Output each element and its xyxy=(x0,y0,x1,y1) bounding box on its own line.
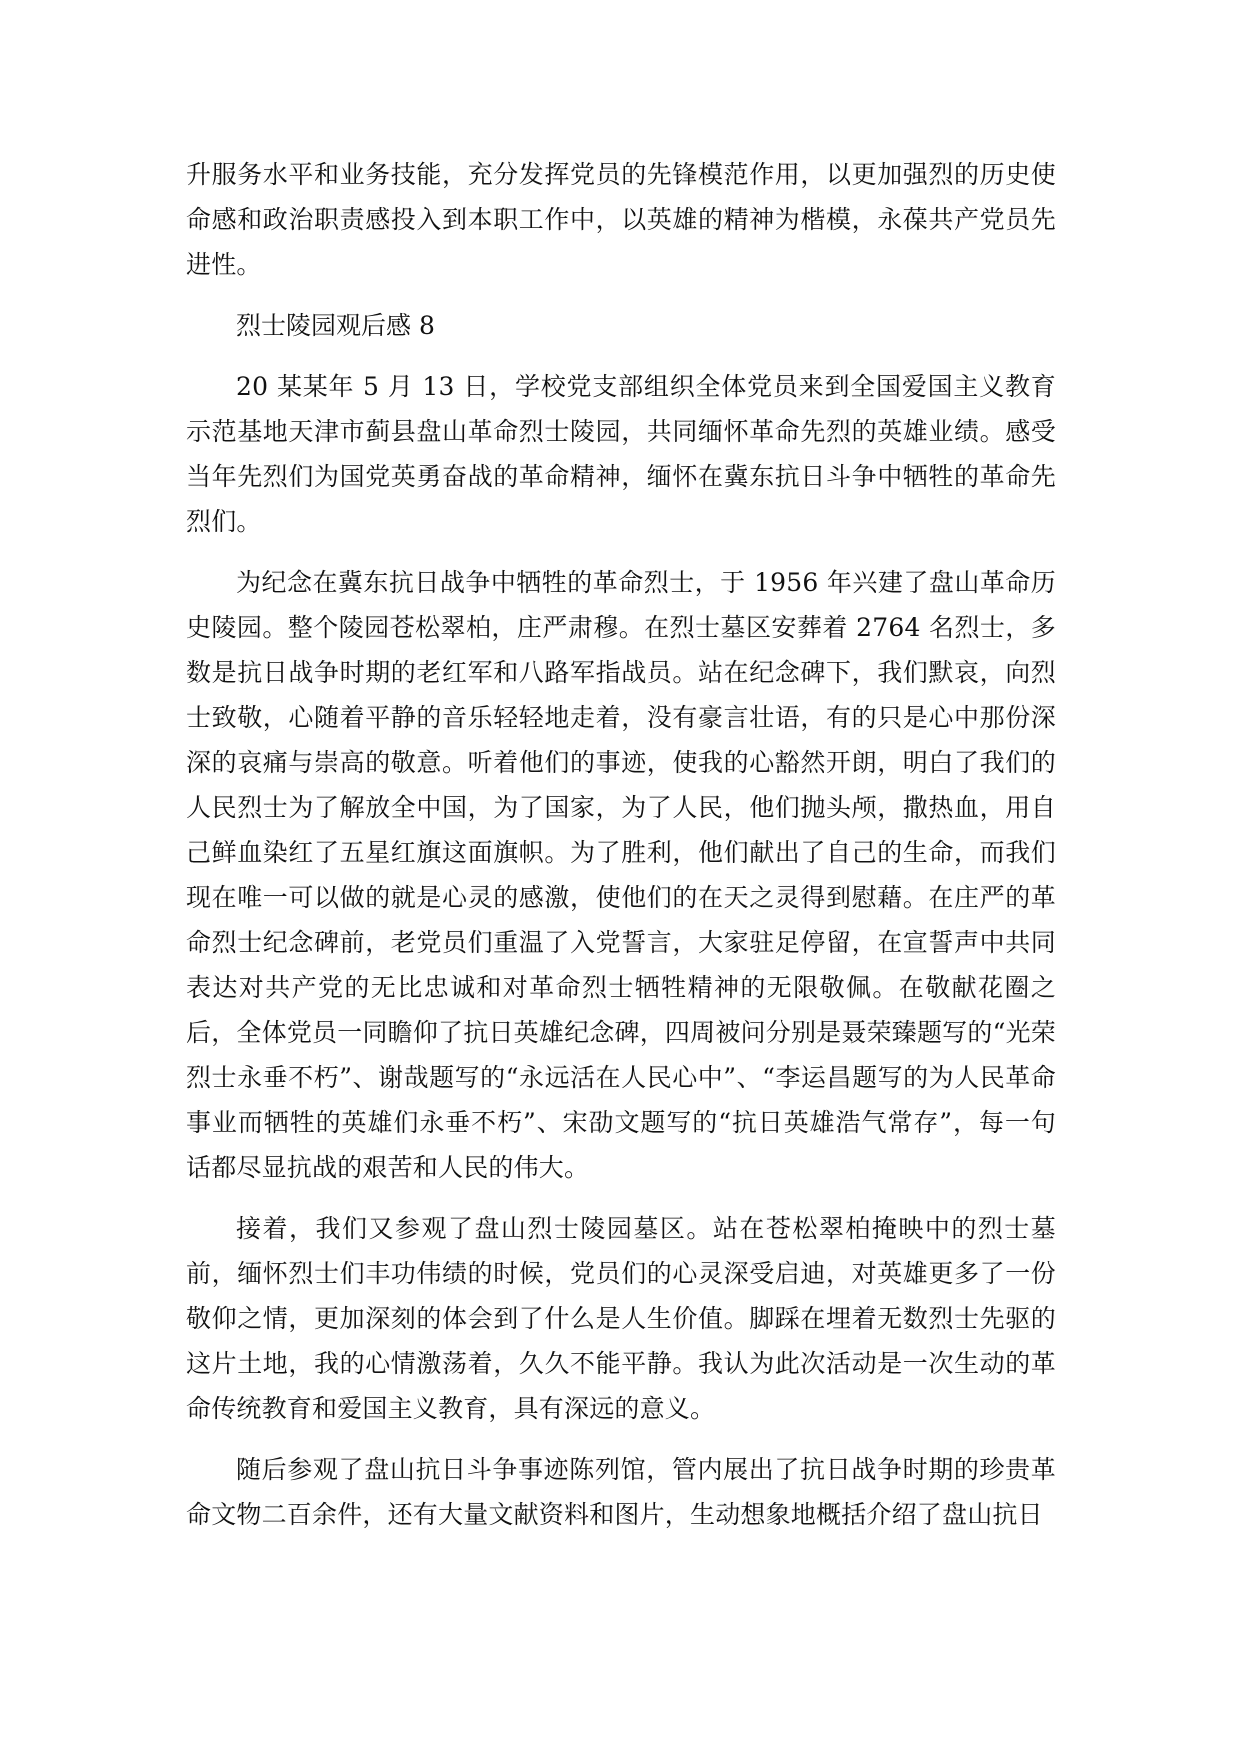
paragraph-continued: 升服务水平和业务技能，充分发挥党员的先锋模范作用，以更加强烈的历史使命感和政治职责感投入到本职工作中，以英雄的精神为楷模，永葆共产党员先进性。 xyxy=(186,160,1056,279)
paragraph-museum: 随后参观了盘山抗日斗争事迹陈列馆，管内展出了抗日战争时期的珍贵革命文物二百余件，还有大量文献资料和图片，生动想象地概括介绍了盘山抗日 xyxy=(186,1455,1056,1529)
paragraph-intro: 20 某某年 5 月 13 日，学校党支部组织全体党员来到全国爱国主义教育示范基地天津市蓟县盘山革命烈士陵园，共同缅怀革命先烈的英雄业绩。感受当年先烈们为国党英勇奋战的革命精神，缅怀在冀东抗日斗争中牺牲的革命先烈们。 xyxy=(186,372,1056,536)
paragraph-memorial: 为纪念在冀东抗日战争中牺牲的革命烈士，于 1956 年兴建了盘山革命历史陵园。整个陵园苍松翠柏，庄严肃穆。在烈士墓区安葬着 2764 名烈士，多数是抗日战争时期的老红军和八路军指战员。站在纪念碑下，我们默哀，向烈士致敬，心随着平静的音乐轻轻地走着，没有豪言壮语，有的只是心中那份深深的哀痛与崇高的敬意。听着他们的事迹，使我的心豁然开朗，明白了我们的人民烈士为了解放全中国，为了国家，为了人民，他们抛头颅，撒热血，用自己鲜血染红了五星红旗这面旗帜。为了胜利，他们献出了自己的生命，而我们现在唯一可以做的就是心灵的感激，使他们的在天之灵得到慰藉。在庄严的革命烈士纪念碑前，老党员们重温了入党誓言，大家驻足停留，在宣誓声中共同表达对共产党的无比忠诚和对革命烈士牺牲精神的无限敬佩。在敬献花圈之后，全体党员一同瞻仰了抗日英雄纪念碑，四周被问分别是聂荣臻题写的“光荣烈士永垂不朽”、谢哉题写的“永远活在人民心中”、“李运昌题写的为人民革命事业而牺牲的英雄们永垂不朽”、宋劭文题写的“抗日英雄浩气常存”，每一句话都尽显抗战的艰苦和人民的伟大。 xyxy=(186,568,1056,1182)
document-page xyxy=(186,152,1056,1553)
paragraph-cemetery: 接着，我们又参观了盘山烈士陵园墓区。站在苍松翠柏掩映中的烈士墓前，缅怀烈士们丰功伟绩的时候，党员们的心灵深受启迪，对英雄更多了一份敬仰之情，更加深刻的体会到了什么是人生价值。脚踩在埋着无数烈士先驱的这片土地，我的心情激荡着，久久不能平静。我认为此次活动是一次生动的革命传统教育和爱国主义教育，具有深远的意义。 xyxy=(186,1214,1056,1423)
section-heading: 烈士陵园观后感 8 xyxy=(236,311,435,340)
